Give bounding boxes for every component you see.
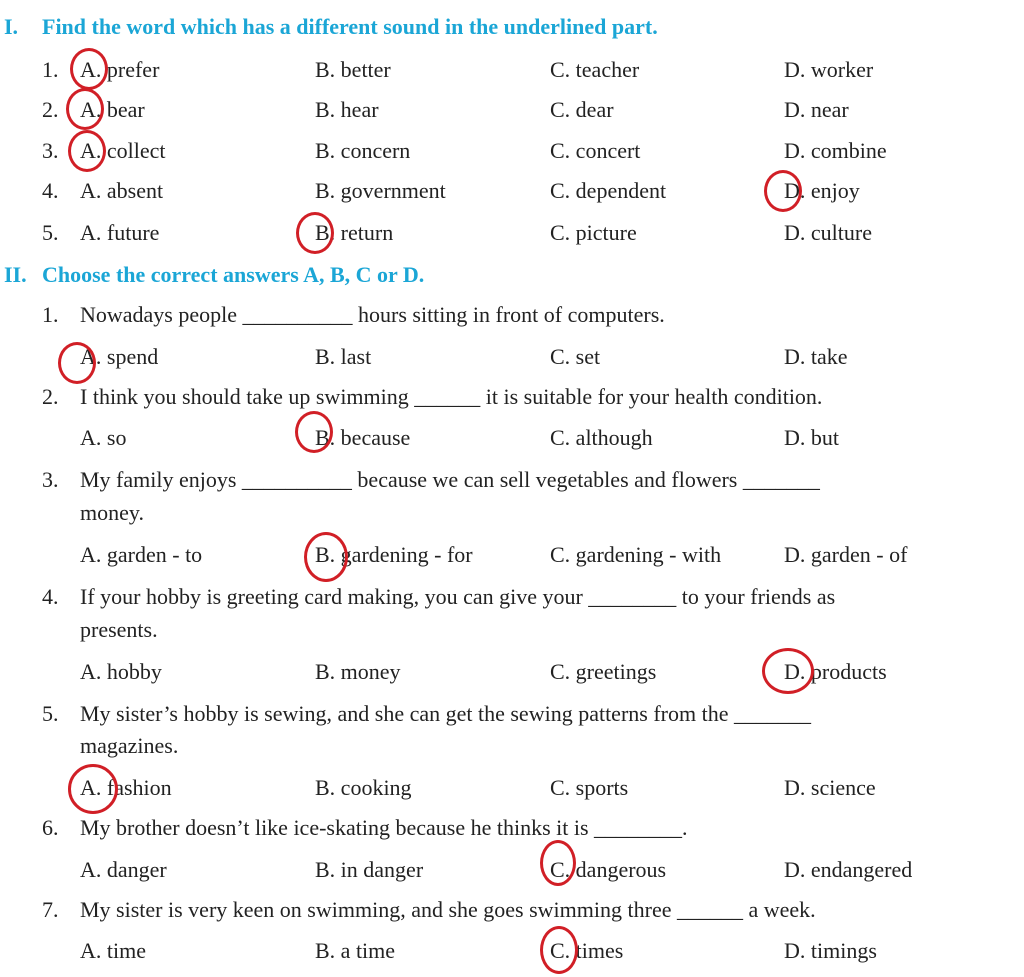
option-b: B. because bbox=[315, 425, 411, 450]
s2-question-3-cont bbox=[0, 500, 1024, 530]
s2-question-5-cont bbox=[0, 733, 1024, 763]
option-d: D. endangered bbox=[784, 857, 913, 882]
question-number: 6. bbox=[42, 815, 59, 840]
question-number: 4. bbox=[42, 178, 59, 203]
s2-question-4 bbox=[0, 584, 1024, 614]
option-a: A. collect bbox=[80, 138, 166, 163]
option-c: C. picture bbox=[550, 220, 637, 245]
s2-question-5-options bbox=[0, 775, 1024, 805]
s1-question-5 bbox=[0, 220, 1024, 250]
option-a: A. so bbox=[80, 425, 127, 450]
section-2-number: II. bbox=[4, 262, 27, 287]
s2-question-1-options bbox=[0, 344, 1024, 374]
option-a: A. time bbox=[80, 938, 146, 963]
option-a: A. fashion bbox=[80, 775, 172, 800]
s1-question-1 bbox=[0, 57, 1024, 87]
option-c: C. set bbox=[550, 344, 601, 369]
s2-question-1 bbox=[0, 302, 1024, 332]
question-text: My brother doesn’t like ice-skating because he thinks it is ________. bbox=[80, 815, 688, 840]
option-a: A. prefer bbox=[80, 57, 160, 82]
option-d: D. products bbox=[784, 659, 887, 684]
option-d: D. science bbox=[784, 775, 876, 800]
s2-question-4-options bbox=[0, 659, 1024, 689]
option-b: B. hear bbox=[315, 97, 379, 122]
s2-question-6-options bbox=[0, 857, 1024, 887]
option-c: C. dear bbox=[550, 97, 614, 122]
question-number: 3. bbox=[42, 467, 59, 492]
s1-question-3 bbox=[0, 138, 1024, 168]
option-c: C. greetings bbox=[550, 659, 657, 684]
option-d: D. timings bbox=[784, 938, 877, 963]
section-1-title: Find the word which has a different sound in the underlined part. bbox=[42, 14, 658, 39]
question-text: Nowadays people __________ hours sitting in front of computers. bbox=[80, 302, 665, 327]
question-text-continued: presents. bbox=[80, 617, 158, 642]
s2-question-5 bbox=[0, 701, 1024, 731]
s1-question-4 bbox=[0, 178, 1024, 208]
question-number: 5. bbox=[42, 701, 59, 726]
option-b: B. return bbox=[315, 220, 394, 245]
option-c: C. sports bbox=[550, 775, 629, 800]
s2-question-3 bbox=[0, 467, 1024, 497]
section-2-heading bbox=[4, 262, 424, 288]
s2-question-7 bbox=[0, 897, 1024, 927]
section-1-heading bbox=[4, 14, 658, 40]
question-text-continued: money. bbox=[80, 500, 144, 525]
option-c: C. dependent bbox=[550, 178, 667, 203]
option-b: B. last bbox=[315, 344, 372, 369]
question-number: 2. bbox=[42, 384, 59, 409]
option-c: C. concert bbox=[550, 138, 641, 163]
question-number: 1. bbox=[42, 57, 59, 82]
question-number: 5. bbox=[42, 220, 59, 245]
option-c: C. dangerous bbox=[550, 857, 667, 882]
option-c: C. gardening - with bbox=[550, 542, 722, 567]
option-b: B. in danger bbox=[315, 857, 424, 882]
s2-question-2-options bbox=[0, 425, 1024, 455]
option-c: C. although bbox=[550, 425, 653, 450]
option-b: B. cooking bbox=[315, 775, 412, 800]
option-a: A. spend bbox=[80, 344, 159, 369]
option-a: A. bear bbox=[80, 97, 145, 122]
s2-question-6 bbox=[0, 815, 1024, 845]
option-d: D. combine bbox=[784, 138, 887, 163]
option-d: D. culture bbox=[784, 220, 872, 245]
section-1-number: I. bbox=[4, 14, 19, 39]
option-a: A. danger bbox=[80, 857, 167, 882]
option-d: D. take bbox=[784, 344, 848, 369]
option-b: B. money bbox=[315, 659, 401, 684]
s2-question-4-cont bbox=[0, 617, 1024, 647]
question-number: 4. bbox=[42, 584, 59, 609]
question-text: My family enjoys __________ because we can sell vegetables and flowers _______ bbox=[80, 467, 820, 492]
s2-question-7-options bbox=[0, 938, 1024, 968]
option-c: C. times bbox=[550, 938, 624, 963]
option-d: D. enjoy bbox=[784, 178, 860, 203]
option-b: B. a time bbox=[315, 938, 396, 963]
option-a: A. garden - to bbox=[80, 542, 203, 567]
question-number: 7. bbox=[42, 897, 59, 922]
s2-question-3-options bbox=[0, 542, 1024, 572]
question-text: I think you should take up swimming ______ it is suitable for your health condition. bbox=[80, 384, 823, 409]
option-b: B. concern bbox=[315, 138, 411, 163]
option-d: D. worker bbox=[784, 57, 874, 82]
s2-question-2 bbox=[0, 384, 1024, 414]
option-d: D. near bbox=[784, 97, 849, 122]
section-2-title: Choose the correct answers A, B, C or D. bbox=[42, 262, 425, 287]
option-a: A. future bbox=[80, 220, 160, 245]
question-number: 3. bbox=[42, 138, 59, 163]
s1-question-2 bbox=[0, 97, 1024, 127]
option-d: D. garden - of bbox=[784, 542, 908, 567]
option-a: A. hobby bbox=[80, 659, 162, 684]
question-text: My sister’s hobby is sewing, and she can get the sewing patterns from the _______ bbox=[80, 701, 811, 726]
option-b: B. gardening - for bbox=[315, 542, 473, 567]
question-number: 1. bbox=[42, 302, 59, 327]
option-c: C. teacher bbox=[550, 57, 640, 82]
question-text: If your hobby is greeting card making, you can give your ________ to your friends as bbox=[80, 584, 836, 609]
question-number: 2. bbox=[42, 97, 59, 122]
question-text: My sister is very keen on swimming, and she goes swimming three ______ a week. bbox=[80, 897, 816, 922]
option-a: A. absent bbox=[80, 178, 164, 203]
option-d: D. but bbox=[784, 425, 839, 450]
option-b: B. government bbox=[315, 178, 446, 203]
option-b: B. better bbox=[315, 57, 391, 82]
question-text-continued: magazines. bbox=[80, 733, 179, 758]
